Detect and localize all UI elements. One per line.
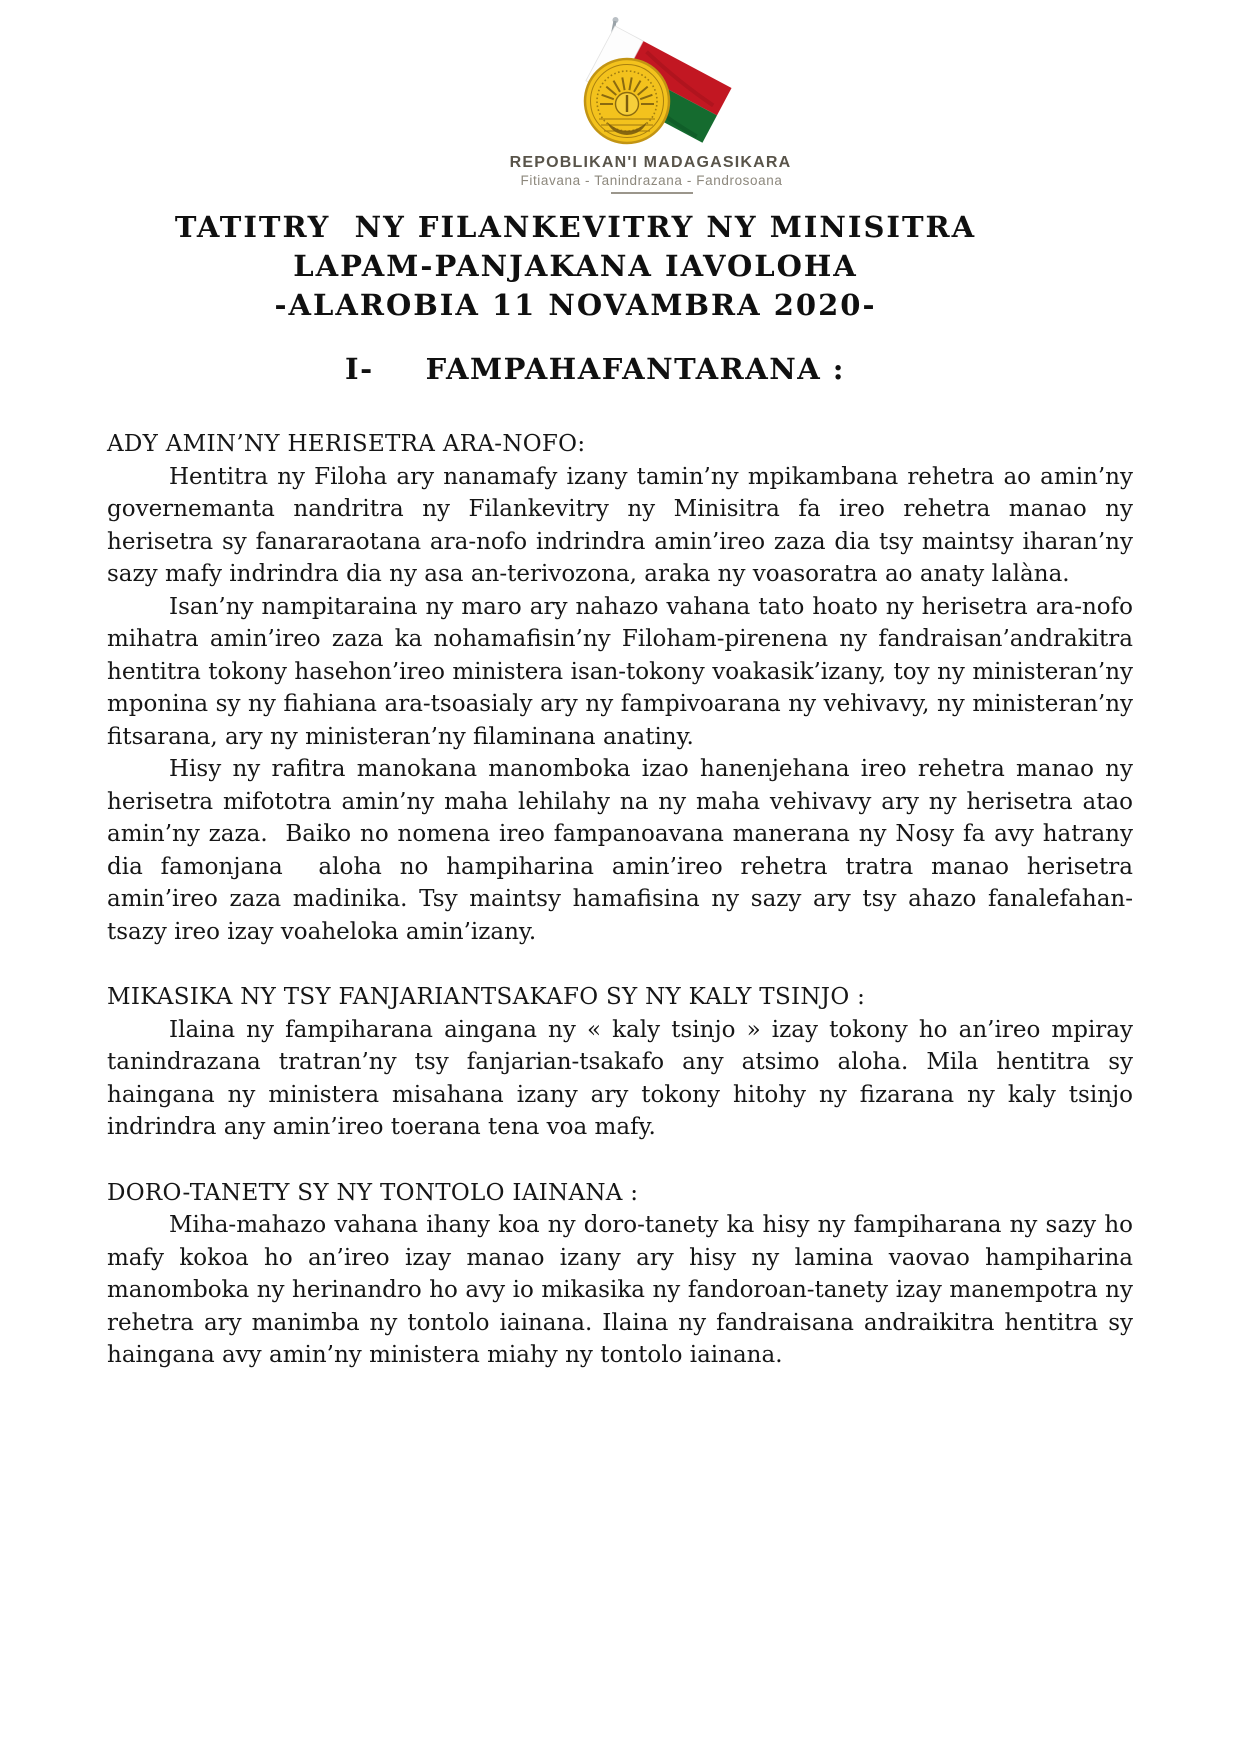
paragraph: Ilaina ny fampiharana aingana ny « kaly tsinjo » izay tokony ho an’ireo mpiray tanindrazana tratran’ny tsy fanjarian-tsakafo any atsimo aloha. Mila hentitra sy haingana ny ministera misahana izany ary tokony hitohy ny fizarana ny kaly tsinjo indrindra any amin’ireo toerana tena voa mafy. [107, 1016, 1141, 1140]
section-heading: ADY AMIN’NY HERISETRA ARA-NOFO: [107, 431, 586, 457]
document-body [0, 428, 1239, 1372]
main-heading-label: FAMPAHAFANTARANA : [425, 352, 846, 386]
section-heading: DORO-TANETY SY NY TONTOLO IAINANA : [107, 1179, 639, 1206]
document-title [0, 208, 1195, 325]
main-heading [345, 352, 1239, 386]
paragraph: Miha-mahazo vahana ihany koa ny doro-tanety ka hisy ny fampiharana ny sazy ho mafy kokoa ho an’ireo izay manao izany ary hisy ny lamina vaovao hampiharina manomboka ny herinandro ho avy io mikasika ny fandoroan-tanety izay manempotra ny rehetra ary manimba ny tontolo iainana. Ilaina ny fandraisana andraikitra hentitra sy haingana avy amin’ny ministera miahy ny tontolo iainana. [107, 1212, 1141, 1368]
title-line-3: -ALAROBIA 11 NOVAMBRA 2020- [274, 288, 877, 322]
title-line-2: LAPAM-PANJAKANA IAVOLOHA [293, 249, 858, 283]
paragraph: Hisy ny rafitra manokana manomboka izao hanenjehana ireo rehetra manao ny herisetra mifototra amin’ny maha lehilahy na ny maha vehivavy ary ny herisetra atao amin’ny zaza. Baiko no nomena ireo fampanoavana manerana ny Nosy fa avy hatrany dia famonjana aloha no hampiharina amin’ireo rehetra tratra manao herisetra amin’ireo zaza madinika. Tsy maintsy hamafisina ny sazy ary tsy ahazo fanalefahan-tsazy ireo izay voaheloka amin’izany. [107, 756, 1141, 945]
paragraph: Hentitra ny Filoha ary nanamafy izany tamin’ny mpikambana rehetra ao amin’ny governemanta nandritra ny Filankevitry ny Minisitra fa ireo rehetra manao ny herisetra sy fanararaotana ara-nofo indrindra amin’ireo zaza dia tsy maintsy iharan’ny sazy mafy indrindra dia ny asa an-terivozona, araka ny voasoratra ao anaty lalàna. [107, 463, 1141, 587]
main-heading-numeral: I- [345, 352, 374, 386]
title-line-1: TATITRY NY FILANKEVITRY NY MINISITRA [174, 210, 977, 244]
emblem-graphic [545, 16, 757, 152]
gold-seal-icon [585, 59, 669, 143]
org-name: REPOBLIKAN'I MADAGASIKARA [509, 154, 792, 171]
madagascar-emblem [545, 16, 757, 152]
motto-underline [611, 192, 693, 194]
section-heading: MIKASIKA NY TSY FANJARIANTSAKAFO SY NY KALY TSINJO : [107, 984, 866, 1010]
section-kaly-tsinjo [107, 981, 1141, 1144]
section-herisetra [107, 428, 1141, 948]
section-doro-tanety [107, 1177, 1141, 1372]
motto: Fitiavana - Tanindrazana - Fandrosoana [520, 173, 783, 188]
paragraph: Isan’ny nampitaraina ny maro ary nahazo vahana tato hoato ny herisetra ara-nofo mihatra amin’ireo zaza ka nohamafisin’ny Filoham-pirenena ny fandraisan’andrakitra hentitra tokony hasehon’ireo ministera isan-tokony voakasik’izany, toy ny ministeran’ny mponina sy ny fiahiana ara-tsoasialy ary ny fampivoarana ny vehivavy, ny ministeran’ny fitsarana, ary ny ministeran’ny filaminana anatiny. [107, 593, 1141, 750]
